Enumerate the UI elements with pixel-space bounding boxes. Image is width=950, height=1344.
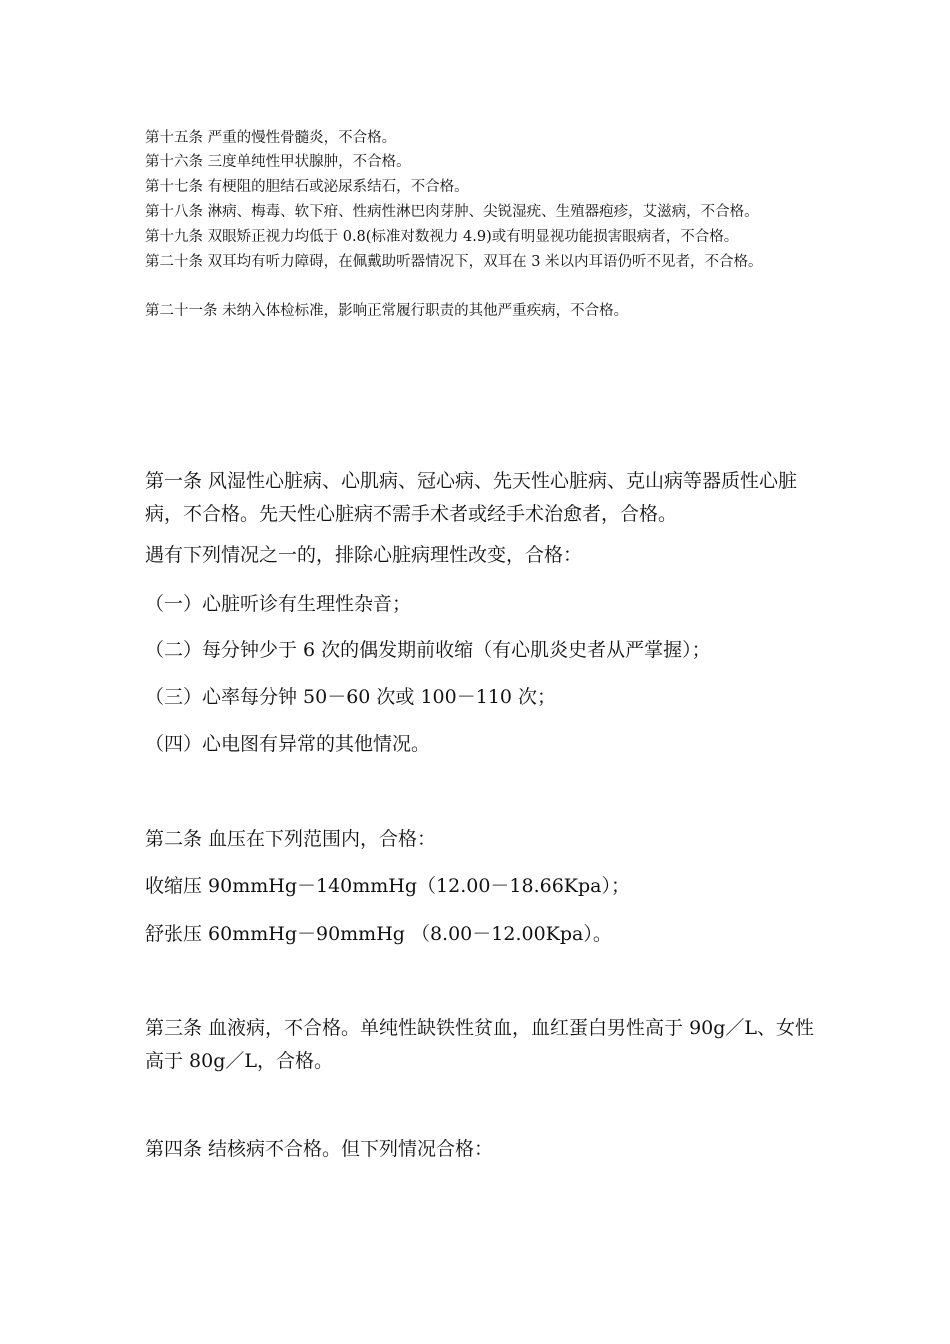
article-3-text: 第三条 血液病，不合格。单纯性缺铁性贫血，血红蛋白男性高于 90g／L、女性高于 80g／L，合格。 (145, 1017, 815, 1072)
article-18: 第十八条 淋病、梅毒、软下疳、性病性淋巴肉芽肿、尖锐湿疣、生殖器疱疹，艾滋病，不合格。 (145, 204, 759, 220)
article-15: 第十五条 严重的慢性骨髓炎，不合格。 (145, 130, 397, 146)
article-1-item-3: （三）心率每分钟 50－60 次或 100－110 次； (145, 686, 557, 708)
article-16: 第十六条 三度单纯性甲状腺肿，不合格。 (145, 154, 411, 170)
article-17: 第十七条 有梗阻的胆结石或泌尿系结石，不合格。 (145, 179, 469, 195)
article-2-diastolic: 舒张压 60mmHg－90mmHg （8.00－12.00Kpa）。 (145, 923, 612, 945)
article-1-item-1: （一）心脏听诊有生理性杂音； (145, 593, 412, 615)
article-1-item-4: （四）心电图有异常的其他情况。 (145, 733, 431, 755)
article-2-text: 第二条 血压在下列范围内，合格： (145, 828, 437, 850)
article-1-text: 第一条 风湿性心脏病、心肌病、冠心病、先天性心脏病、克山病等器质性心脏病，不合格。先天性心脏病不需手术者或经手术治愈者，合格。 (145, 470, 798, 525)
article-1-item-2: （二）每分钟少于 6 次的偶发期前收缩（有心肌炎史者从严掌握）； (145, 639, 711, 661)
article-20: 第二十条 双耳均有听力障碍，在佩戴助听器情况下，双耳在 3 米以内耳语仍听不见者，不合格。 (145, 254, 763, 270)
article-4-text: 第四条 结核病不合格。但下列情况合格： (145, 1138, 494, 1160)
article-21: 第二十一条 未纳入体检标准，影响正常履行职责的其他严重疾病，不合格。 (145, 303, 629, 319)
article-19: 第十九条 双眼矫正视力均低于 0.8(标准对数视力 4.9)或有明显视功能损害眼病者，不合格。 (145, 229, 739, 245)
article-2-systolic: 收缩压 90mmHg－140mmHg（12.00－18.66Kpa）； (145, 875, 630, 897)
article-1-intro: 遇有下列情况之一的，排除心脏病理性改变，合格： (145, 544, 583, 566)
